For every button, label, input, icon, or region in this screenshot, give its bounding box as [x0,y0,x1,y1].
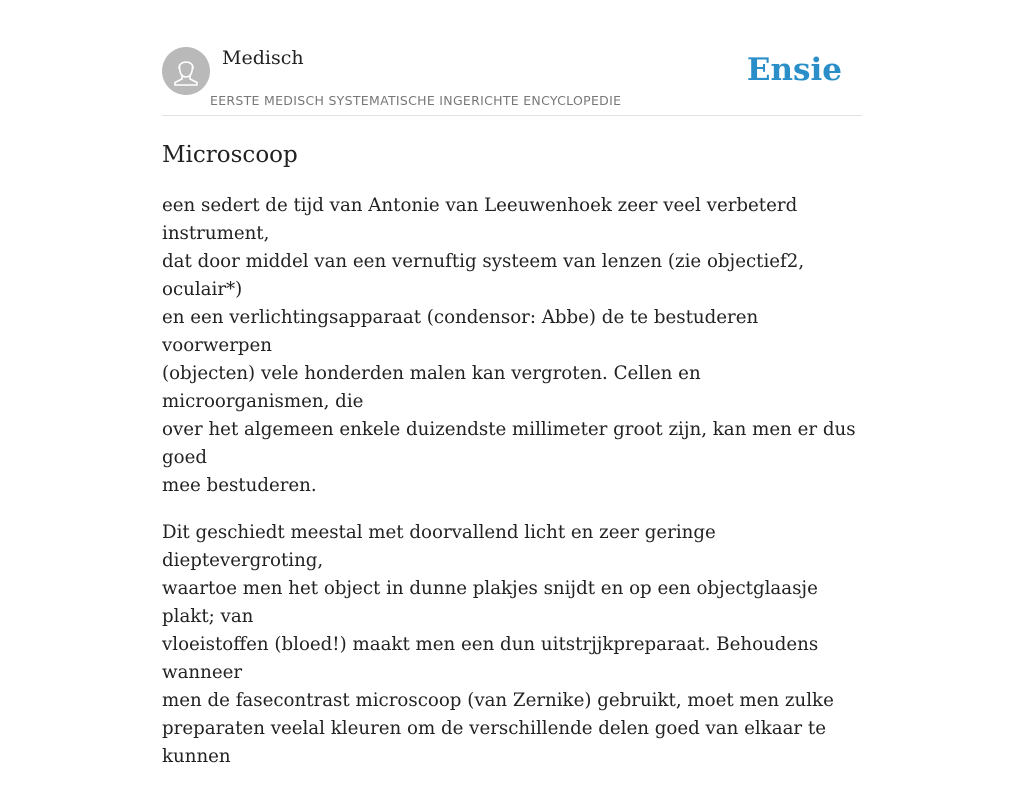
brand-logo[interactable]: Ensie [746,52,842,88]
article-body [162,192,862,790]
article-paragraph: Dit geschiedt meestal met doorvallend licht en zeer geringe dieptevergroting, waartoe men het object in dunne plakjes snijdt en op een objectglaasje plakt; van vloeistoffen (bloed!) maakt men een dun uitstrjjkpreparaat. Behoudens wanneer men de fasecontrast microscoop (van Zernike) gebruikt, moet men zulke preparaten veelal kleuren om de verschillende delen goed van elkaar te kunnen [162,522,834,767]
source-header [162,46,862,116]
source-subtitle: EERSTE MEDISCH SYSTEMATISCHE INGERICHTE ENCYCLOPEDIE [210,93,622,108]
article-paragraph: een sedert de tijd van Antonie van Leeuwenhoek zeer veel verbeterd instrument, dat door middel van een vernuftig systeem van lenzen (zie objectief2, oculair*) en een verlichtingsapparaat (condensor: Abbe) de te bestuderen voorwerpen (objecten) vele honderden malen kan vergroten. Cellen en microorganismen, die over het algemeen enkele duizendste millimeter groot zijn, kan men er dus goed mee bestuderen. [162,195,856,496]
source-name[interactable]: Medisch [222,47,304,69]
article-title: Microscoop [162,142,298,168]
user-silhouette-icon [162,47,210,95]
